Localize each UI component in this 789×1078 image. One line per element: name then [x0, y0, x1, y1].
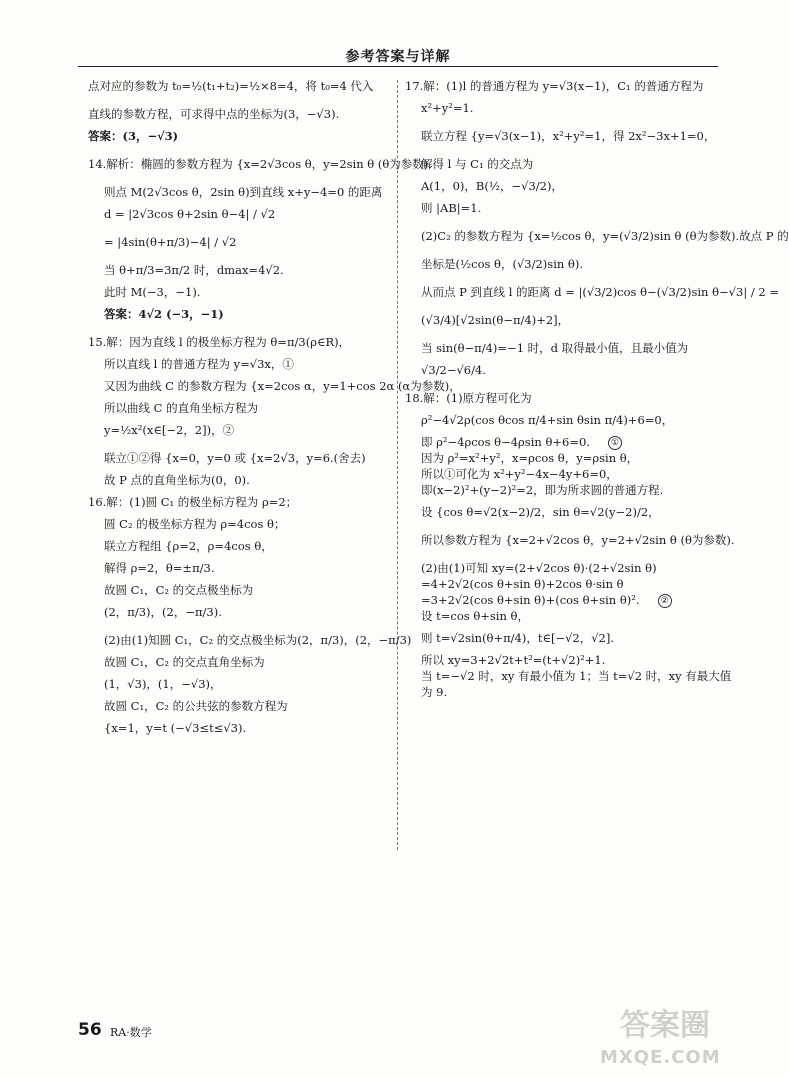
text-line: (2)C₂ 的参数方程为 {x=½cos θ，y=(√3/2)sin θ (θ为参数).故点 P 的 — [421, 229, 789, 243]
formula-line: (√3/4)[√2sin(θ−π/4)+2]， — [421, 313, 570, 327]
text-line: 当 θ+π/3=3π/2 时，dmax=4√2. — [104, 263, 284, 277]
watermark-url-text: MXQE.COM — [600, 1047, 721, 1068]
formula-line: (2)由(1)可知 xy=(2+√2cos θ)·(2+√2sin θ) — [421, 561, 657, 575]
text-line: 即(x−2)²+(y−2)²=2，即为所求圆的普通方程. — [421, 483, 664, 497]
formula-line: ρ²−4√2ρ(cos θcos π/4+sin θsin π/4)+6=0， — [421, 413, 674, 427]
column-divider — [397, 80, 398, 850]
answer-line: 答案：(3，−√3) — [88, 129, 179, 143]
formula-line: d = |2√3cos θ+2sin θ−4| / √2 — [104, 207, 276, 221]
text-line: 因为 ρ²=x²+y²，x=ρcos θ，y=ρsin θ， — [421, 451, 639, 465]
circled-one-mark: ① — [608, 436, 622, 450]
text-line: 联立方程 {y=√3(x−1)，x²+y²=1，得 2x²−3x+1=0， — [421, 129, 716, 143]
text-line: 设 t=cos θ+sin θ， — [421, 609, 529, 623]
formula-line: = |4sin(θ+π/3)−4| / √2 — [104, 235, 237, 249]
problem-16-heading: 16.解：(1)圆 C₁ 的极坐标方程为 ρ=2； — [88, 495, 298, 509]
problem-14-heading: 14.解析：椭圆的参数方程为 {x=2√3cos θ，y=2sin θ (θ为参数). — [88, 157, 432, 171]
text-line: 则 |AB|=1. — [421, 201, 482, 215]
text-line: 直线的参数方程，可求得中点的坐标为(3，−√3). — [88, 107, 340, 121]
text-span: =3+2√2(cos θ+sin θ)+(cos θ+sin θ)². — [421, 593, 640, 607]
right-column — [405, 78, 789, 700]
formula-line: A(1，0)，B(½，−√3/2)， — [421, 179, 563, 193]
formula-line: =4+2√2(cos θ+sin θ)+2cos θ·sin θ — [421, 577, 624, 591]
formula-line — [405, 592, 717, 608]
page-header — [78, 42, 718, 67]
formula-line: {x=1，y=t (−√3≤t≤√3). — [104, 721, 247, 735]
text-line: 所以直线 l 的普通方程为 y=√3x，① — [104, 357, 294, 371]
text-line: 又因为曲线 C 的参数方程为 {x=2cos α，y=1+cos 2α (α为参数)， — [104, 379, 461, 393]
formula-line: y=½x²(x∈[−2，2])，② — [104, 423, 235, 437]
text-line: (1，√3)，(1，−√3)， — [104, 677, 222, 691]
page-number: 56 — [78, 1020, 102, 1040]
problem-15-heading: 15.解：因为直线 l 的极坐标方程为 θ=π/3(ρ∈R)， — [88, 335, 351, 349]
watermark-logo — [600, 1000, 742, 1070]
text-line: (2)由(1)知圆 C₁，C₂ 的交点极坐标为(2，π/3)，(2，−π/3) — [104, 633, 412, 647]
header-title: 参考答案与详解 — [345, 49, 451, 65]
text-line: 当 t=−√2 时，xy 有最小值为 1；当 t=√2 时，xy 有最大值 — [421, 669, 732, 683]
text-line: x²+y²=1. — [421, 101, 474, 115]
text-line: 联立方程组 {ρ=2，ρ=4cos θ， — [104, 539, 273, 553]
text-line: 故圆 C₁，C₂ 的交点直角坐标为 — [104, 655, 265, 669]
text-span: 即 ρ²−4ρcos θ−4ρsin θ+6=0. — [421, 435, 590, 449]
problem-17-heading: 17.解：(1)l 的普通方程为 y=√3(x−1)，C₁ 的普通方程为 — [405, 79, 704, 93]
text-line: 所以曲线 C 的直角坐标方程为 — [104, 401, 259, 415]
text-line: 故 P 点的直角坐标为(0，0). — [104, 473, 250, 487]
footer-subject: RA·数学 — [110, 1026, 152, 1039]
text-line — [405, 434, 717, 450]
text-line: 点对应的参数为 t₀=½(t₁+t₂)=½×8=4，将 t₀=4 代入 — [88, 79, 374, 93]
text-line: 解得 l 与 C₁ 的交点为 — [421, 157, 534, 171]
text-line: 当 sin(θ−π/4)=−1 时，d 取得最小值，且最小值为 — [421, 341, 689, 355]
text-line: 为 9. — [421, 685, 448, 699]
text-line: 所以①可化为 x²+y²−4x−4y+6=0， — [421, 467, 618, 481]
circled-two-mark: ② — [658, 594, 672, 608]
answer-line: 答案：4√2 (−3，−1) — [104, 307, 224, 321]
text-line: 故圆 C₁，C₂ 的交点极坐标为 — [104, 583, 254, 597]
formula-line: 则 t=√2sin(θ+π/4)，t∈[−√2，√2]. — [421, 631, 615, 645]
formula-line: √3/2−√6/4. — [421, 363, 486, 377]
formula-line: 设 {cos θ=√2(x−2)/2，sin θ=√2(y−2)/2， — [421, 505, 660, 519]
text-line: 联立①②得 {x=0，y=0 或 {x=2√3，y=6.(舍去) — [104, 451, 366, 465]
text-line: 坐标是(½cos θ，(√3/2)sin θ). — [421, 257, 583, 271]
text-line: 则点 M(2√3cos θ，2sin θ)到直线 x+y−4=0 的距离 — [104, 185, 383, 199]
watermark-top-text: 答案圈 — [620, 1008, 710, 1043]
formula-line: 所以参数方程为 {x=2+√2cos θ，y=2+√2sin θ (θ为参数). — [421, 533, 735, 547]
text-line: 此时 M(−3，−1). — [104, 285, 201, 299]
formula-line: (2，π/3)，(2，−π/3). — [104, 605, 222, 619]
text-line: 圆 C₂ 的极坐标方程为 ρ=4cos θ； — [104, 517, 286, 531]
formula-line: 所以 xy=3+2√2t+t²=(t+√2)²+1. — [421, 653, 606, 667]
problem-18-heading: 18.解：(1)原方程可化为 — [405, 391, 532, 405]
formula-line: 从而点 P 到直线 l 的距离 d = |(√3/2)cos θ−(√3/2)sin θ−√3| / 2 = — [421, 285, 779, 299]
text-line: 故圆 C₁，C₂ 的公共弦的参数方程为 — [104, 699, 288, 713]
text-line: 解得 ρ=2，θ=±π/3. — [104, 561, 215, 575]
